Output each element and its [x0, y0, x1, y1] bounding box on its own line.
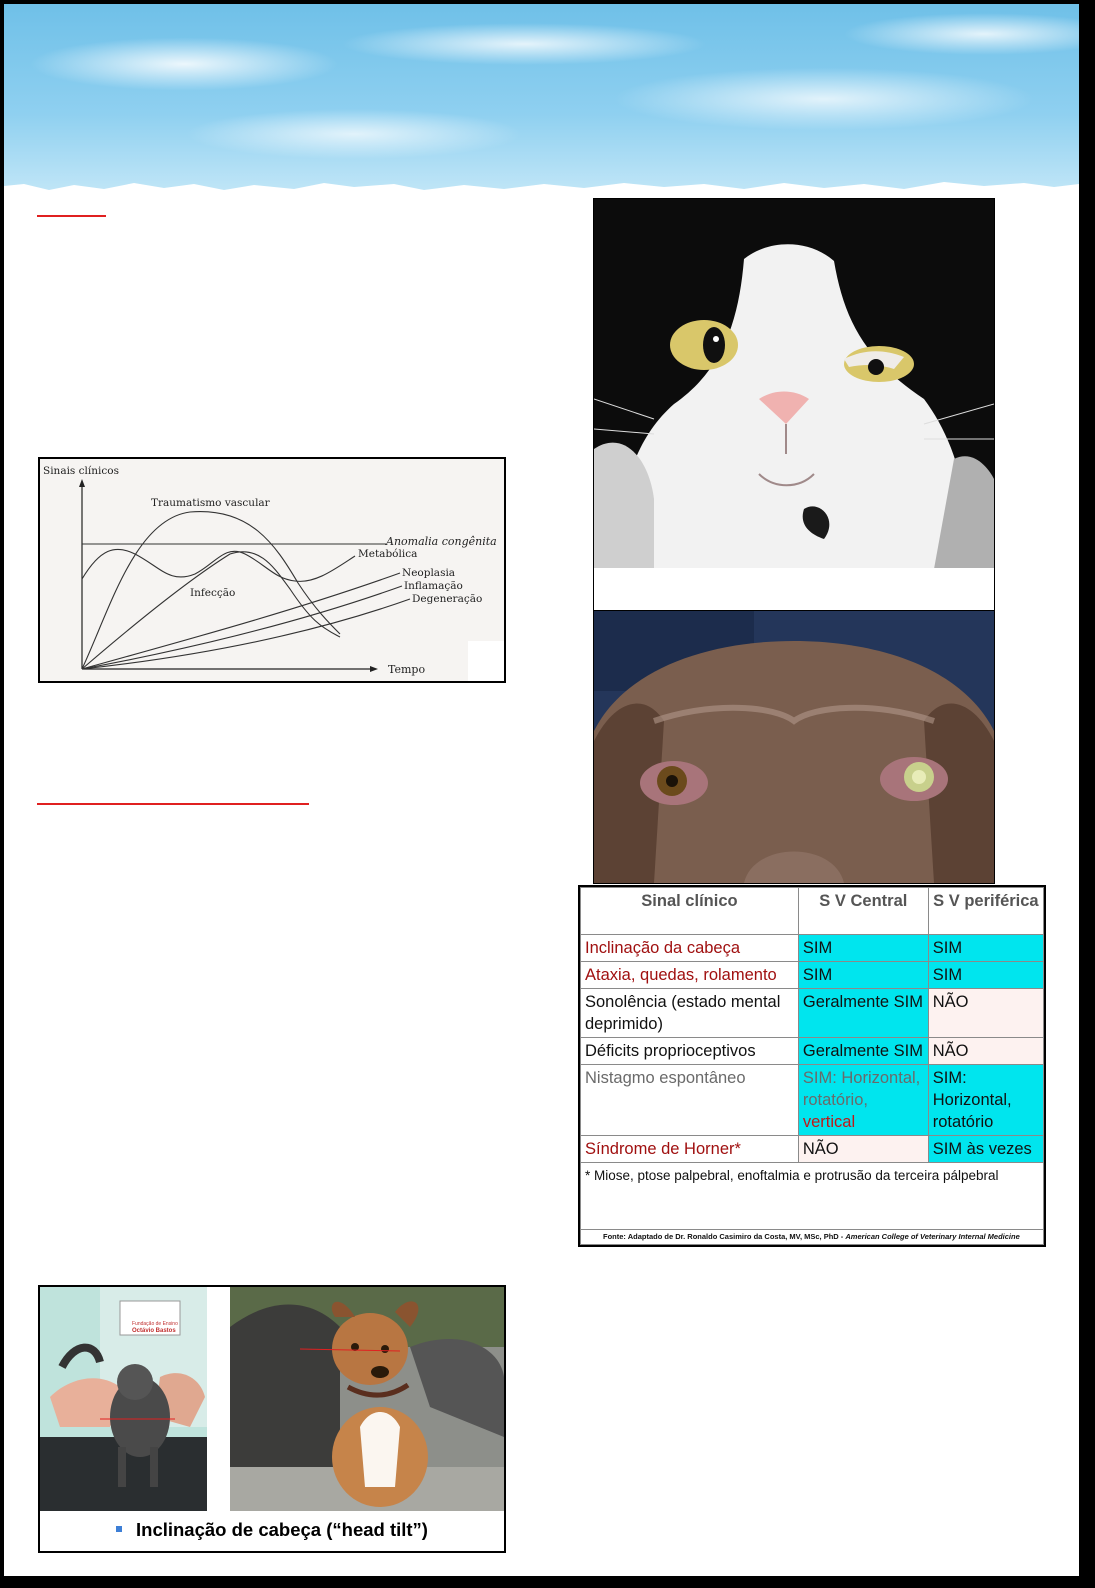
source-italic-text: American College of Veterinary Internal Medicine	[845, 1232, 1020, 1241]
header-sign: Sinal clínico	[581, 888, 799, 935]
table-footnote: * Miose, ptose palpebral, enoftalmia e protrusão da terceira pálpebral	[581, 1163, 1044, 1230]
cell-sign: Nistagmo espontâneo	[581, 1065, 799, 1136]
cell-central: SIM	[798, 935, 928, 962]
cell-central: NÃO	[798, 1136, 928, 1163]
red-underline-short	[37, 215, 106, 217]
cell-peripheral: SIM	[928, 935, 1043, 962]
source-text: Fonte: Adaptado de Dr. Ronaldo Casimiro da Costa, MV, MSc, PhD -	[603, 1232, 846, 1241]
cell-peripheral: NÃO	[928, 1038, 1043, 1065]
x-axis-label: Tempo	[388, 663, 426, 676]
curve-label-anomalia: Anomalia congênita	[386, 535, 497, 548]
photo-gap	[593, 568, 995, 610]
dog-face-image	[594, 611, 994, 883]
table-row	[581, 1038, 1044, 1065]
curve-label-inflamacao: Inflamação	[404, 580, 463, 592]
central-text: SIM: Horizontal, rotatório,	[802, 1069, 921, 1109]
cell-sign: Síndrome de Horner*	[581, 1136, 799, 1163]
table-row	[581, 1065, 1044, 1136]
dog-tilt-image	[230, 1287, 504, 1511]
central-vertical-text: vertical	[802, 1113, 856, 1131]
head-tilt-caption	[40, 1519, 504, 1541]
y-axis-label: Sinais clínicos	[43, 465, 119, 477]
curve-label-degeneracao: Degeneração	[412, 593, 483, 605]
red-underline-long	[37, 803, 309, 805]
table-source	[581, 1230, 1044, 1245]
kitten-image	[40, 1287, 207, 1511]
table-row	[581, 935, 1044, 962]
table-row	[581, 962, 1044, 989]
cat-face-image	[594, 199, 994, 569]
cell-central	[798, 1065, 928, 1136]
cell-peripheral: NÃO	[928, 989, 1043, 1038]
torn-edge	[4, 154, 1079, 204]
vestibular-comparison-table	[578, 885, 1046, 1247]
cell-sign: Ataxia, quedas, rolamento	[581, 962, 799, 989]
header-central: S V Central	[798, 888, 928, 935]
document-page	[4, 4, 1079, 1576]
caption-text: Inclinação de cabeça (“head tilt”)	[136, 1519, 428, 1540]
cell-sign: Déficits proprioceptivos	[581, 1038, 799, 1065]
badge-line2: Octávio Bastos	[132, 1328, 176, 1334]
cat-horner-photo	[593, 198, 995, 570]
footnote-row	[581, 1163, 1044, 1230]
table-row	[581, 1136, 1044, 1163]
curve-label-infeccao: Infecção	[190, 587, 236, 599]
cell-sign: Inclinação da cabeça	[581, 935, 799, 962]
table-header-row	[581, 888, 1044, 935]
chart-canvas	[40, 459, 504, 681]
header-peripheral: S V periférica	[928, 888, 1043, 935]
curve-label-trauma: Traumatismo vascular	[151, 497, 270, 509]
dog-head-tilt-photo	[230, 1287, 504, 1511]
clinical-signs-chart	[38, 457, 506, 683]
cell-sign: Sonolência (estado mental deprimido)	[581, 989, 799, 1038]
cell-peripheral: SIM: Horizontal, rotatório	[928, 1065, 1043, 1136]
kitten-head-tilt-photo	[40, 1287, 207, 1511]
source-row	[581, 1230, 1044, 1245]
sky-header-banner	[4, 4, 1079, 204]
cell-central: SIM	[798, 962, 928, 989]
curve-label-neoplasia: Neoplasia	[402, 567, 456, 579]
table-row	[581, 989, 1044, 1038]
cell-peripheral: SIM	[928, 962, 1043, 989]
bullet-icon	[116, 1526, 122, 1532]
curve-label-metabolica: Metabólica	[358, 548, 418, 560]
dog-horner-photo	[593, 610, 995, 884]
cell-central: Geralmente SIM	[798, 1038, 928, 1065]
badge-line1: Fundação de Ensino	[132, 1321, 178, 1327]
cell-peripheral: SIM às vezes	[928, 1136, 1043, 1163]
head-tilt-figure	[38, 1285, 506, 1553]
cell-central: Geralmente SIM	[798, 989, 928, 1038]
